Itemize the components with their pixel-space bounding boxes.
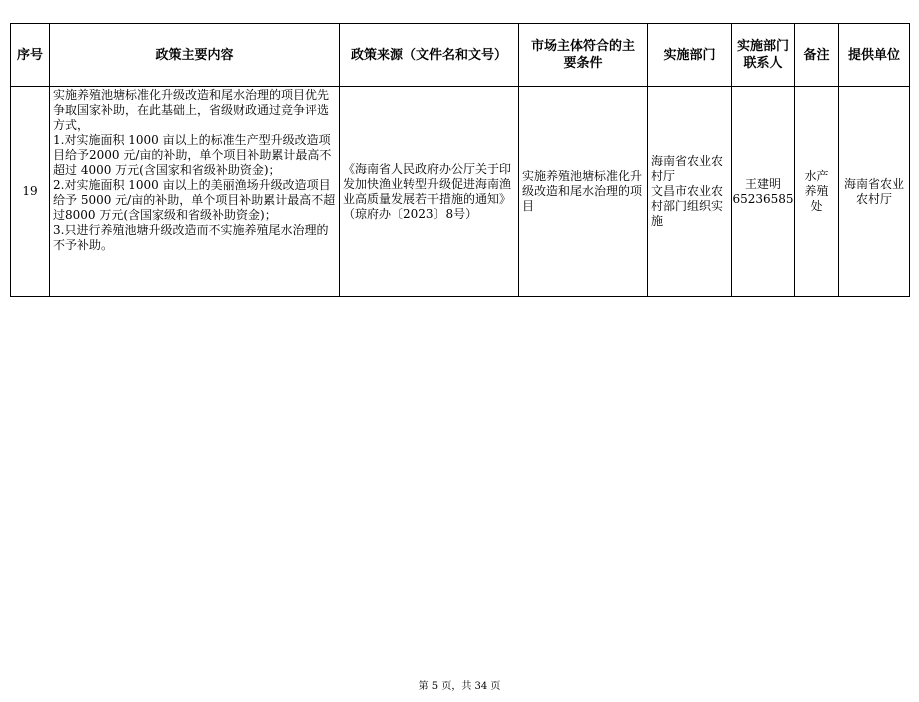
cell-content [50, 87, 340, 297]
content-line-3: 3.只进行养殖池塘升级改造而不实施养殖尾水治理的不予补助。 [53, 223, 329, 252]
conditions-text: 实施养殖池塘标准化升级改造和尾水治理的项目 [522, 169, 643, 213]
department-line-2: 文昌市农业农村部门组织实施 [651, 184, 724, 228]
cell-source [340, 87, 519, 297]
header-department: 实施部门 [648, 24, 732, 87]
cell-contact [732, 87, 795, 297]
header-seq: 序号 [11, 24, 50, 87]
cell-remarks [795, 87, 839, 297]
policy-table [10, 23, 910, 297]
header-provider: 提供单位 [839, 24, 910, 87]
table-header-row [11, 24, 910, 87]
header-contact: 实施部门联系人 [732, 24, 795, 87]
provider-text: 海南省农业农村厅 [843, 176, 904, 206]
department-line-1: 海南省农业农村厅 [651, 154, 724, 183]
cell-department [648, 87, 732, 297]
content-line-intro: 实施养殖池塘标准化升级改造和尾水治理的项目优先争取国家补助，在此基础上，省级财政通过竞争评选方式， [53, 88, 330, 132]
remarks-text: 水产养殖处 [804, 169, 829, 213]
header-source: 政策来源（文件名和文号） [340, 24, 519, 87]
cell-provider [839, 87, 910, 297]
content-line-2: 2.对实施面积 1000 亩以上的美丽渔场升级改造项目给予 5000 元/亩的补助，单个项目补助累计最高不超过8000 万元(含国家级和省级补助资金)； [53, 178, 336, 222]
cell-conditions [519, 87, 648, 297]
header-remarks: 备注 [795, 24, 839, 87]
table-row [11, 87, 910, 297]
contact-phone: 65236585 [732, 191, 794, 206]
source-text: 《海南省人民政府办公厅关于印发加快渔业转型升级促进海南渔业高质量发展若干措施的通知》（琼府办〔2023〕8号） [343, 161, 512, 221]
content-line-1: 1.对实施面积 1000 亩以上的标准生产型升级改造项目给予2000 元/亩的补助，单个项目补助累计最高不超过 4000 万元(含国家和省级补助资金)； [53, 133, 332, 177]
cell-seq: 19 [11, 87, 50, 297]
contact-name: 王建明 [744, 176, 781, 191]
header-conditions: 市场主体符合的主要条件 [519, 24, 648, 87]
header-content: 政策主要内容 [50, 24, 340, 87]
page-footer: 第 5 页，共 34 页 [418, 681, 501, 692]
